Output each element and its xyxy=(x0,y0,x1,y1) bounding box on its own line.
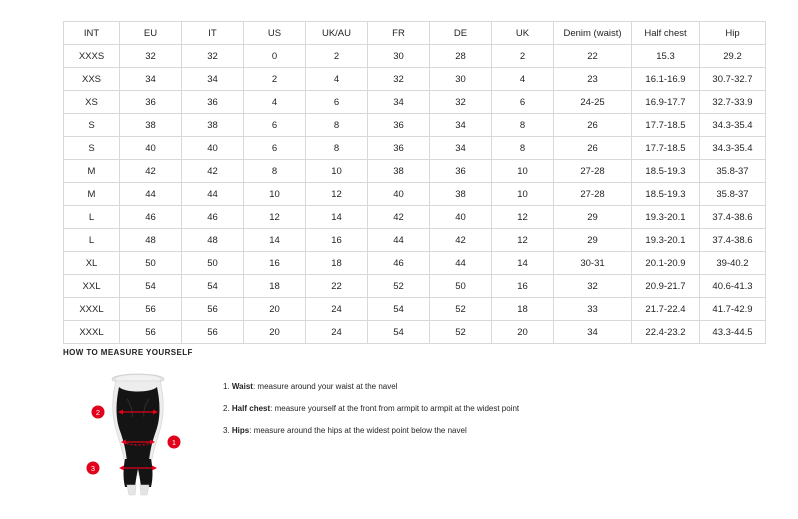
cell-de: 40 xyxy=(430,206,492,229)
cell-half-chest: 19.3-20.1 xyxy=(632,206,700,229)
cell-fr: 44 xyxy=(368,229,430,252)
table-row xyxy=(64,137,766,160)
cell-int: XXS xyxy=(64,68,120,91)
cell-int: XS xyxy=(64,91,120,114)
cell-denim-waist: 26 xyxy=(554,114,632,137)
cell-hip: 34.3-35.4 xyxy=(700,114,766,137)
note-text: : measure yourself at the front from armpit to armpit at the widest point xyxy=(270,404,520,414)
cell-half-chest: 20.9-21.7 xyxy=(632,275,700,298)
cell-fr: 38 xyxy=(368,160,430,183)
cell-de: 28 xyxy=(430,45,492,68)
table-row xyxy=(64,206,766,229)
measure-note-waist xyxy=(223,381,519,392)
cell-uk: 2 xyxy=(492,45,554,68)
cell-half-chest: 21.7-22.4 xyxy=(632,298,700,321)
cell-us: 16 xyxy=(244,252,306,275)
cell-denim-waist: 29 xyxy=(554,206,632,229)
cell-hip: 41.7-42.9 xyxy=(700,298,766,321)
cell-it: 40 xyxy=(182,137,244,160)
column-header-de: DE xyxy=(430,22,492,45)
cell-uk-au: 8 xyxy=(306,137,368,160)
cell-half-chest: 18.5-19.3 xyxy=(632,183,700,206)
cell-eu: 36 xyxy=(120,91,182,114)
table-row xyxy=(64,68,766,91)
cell-us: 4 xyxy=(244,91,306,114)
cell-hip: 30.7-32.7 xyxy=(700,68,766,91)
table-header-row xyxy=(64,22,766,45)
cell-us: 0 xyxy=(244,45,306,68)
cell-fr: 42 xyxy=(368,206,430,229)
note-number: 3. xyxy=(223,426,230,436)
cell-us: 12 xyxy=(244,206,306,229)
cell-uk: 4 xyxy=(492,68,554,91)
cell-us: 18 xyxy=(244,275,306,298)
column-header-int: INT xyxy=(64,22,120,45)
column-header-uk: UK xyxy=(492,22,554,45)
cell-eu: 38 xyxy=(120,114,182,137)
cell-it: 42 xyxy=(182,160,244,183)
cell-hip: 35.8-37 xyxy=(700,160,766,183)
table-row xyxy=(64,229,766,252)
cell-eu: 54 xyxy=(120,275,182,298)
table-row xyxy=(64,183,766,206)
table-row xyxy=(64,45,766,68)
cell-de: 44 xyxy=(430,252,492,275)
cell-it: 34 xyxy=(182,68,244,91)
cell-denim-waist: 32 xyxy=(554,275,632,298)
cell-uk-au: 10 xyxy=(306,160,368,183)
note-term: Waist xyxy=(231,382,253,391)
cell-uk: 14 xyxy=(492,252,554,275)
cell-int: L xyxy=(64,206,120,229)
cell-half-chest: 15.3 xyxy=(632,45,700,68)
cell-uk: 20 xyxy=(492,321,554,344)
measure-note-hips xyxy=(223,425,519,436)
column-header-hip: Hip xyxy=(700,22,766,45)
cell-int: XXXL xyxy=(64,321,120,344)
table-row xyxy=(64,114,766,137)
column-header-denim-waist: Denim (waist) xyxy=(554,22,632,45)
cell-uk-au: 2 xyxy=(306,45,368,68)
cell-us: 6 xyxy=(244,137,306,160)
table-row xyxy=(64,252,766,275)
cell-uk: 12 xyxy=(492,206,554,229)
cell-int: L xyxy=(64,229,120,252)
cell-fr: 52 xyxy=(368,275,430,298)
cell-it: 38 xyxy=(182,114,244,137)
cell-uk-au: 14 xyxy=(306,206,368,229)
cell-hip: 32.7-33.9 xyxy=(700,91,766,114)
cell-denim-waist: 27-28 xyxy=(554,160,632,183)
table-row xyxy=(64,321,766,344)
cell-uk-au: 22 xyxy=(306,275,368,298)
cell-denim-waist: 33 xyxy=(554,298,632,321)
section-title: HOW TO MEASURE YOURSELF xyxy=(63,348,193,357)
cell-half-chest: 19.3-20.1 xyxy=(632,229,700,252)
cell-half-chest: 17.7-18.5 xyxy=(632,114,700,137)
measure-notes xyxy=(223,367,519,448)
cell-eu: 40 xyxy=(120,137,182,160)
cell-uk-au: 6 xyxy=(306,91,368,114)
note-term: Hips xyxy=(231,426,250,436)
cell-us: 20 xyxy=(244,298,306,321)
table-row xyxy=(64,160,766,183)
cell-int: XL xyxy=(64,252,120,275)
column-header-fr: FR xyxy=(368,22,430,45)
cell-half-chest: 16.1-16.9 xyxy=(632,68,700,91)
cell-de: 38 xyxy=(430,183,492,206)
cell-it: 32 xyxy=(182,45,244,68)
cell-eu: 44 xyxy=(120,183,182,206)
cell-fr: 54 xyxy=(368,321,430,344)
cell-denim-waist: 26 xyxy=(554,137,632,160)
cell-us: 2 xyxy=(244,68,306,91)
cell-it: 56 xyxy=(182,321,244,344)
cell-fr: 46 xyxy=(368,252,430,275)
cell-uk-au: 16 xyxy=(306,229,368,252)
cell-de: 50 xyxy=(430,275,492,298)
cell-denim-waist: 23 xyxy=(554,68,632,91)
cell-denim-waist: 24-25 xyxy=(554,91,632,114)
cell-it: 46 xyxy=(182,206,244,229)
cell-fr: 40 xyxy=(368,183,430,206)
cell-eu: 42 xyxy=(120,160,182,183)
note-text: : measure around your waist at the navel xyxy=(252,382,398,391)
note-number: 1. xyxy=(223,382,230,391)
cell-eu: 48 xyxy=(120,229,182,252)
cell-us: 20 xyxy=(244,321,306,344)
cell-hip: 35.8-37 xyxy=(700,183,766,206)
cell-denim-waist: 34 xyxy=(554,321,632,344)
cell-uk: 18 xyxy=(492,298,554,321)
cell-uk-au: 24 xyxy=(306,321,368,344)
cell-int: M xyxy=(64,183,120,206)
cell-denim-waist: 27-28 xyxy=(554,183,632,206)
column-header-it: IT xyxy=(182,22,244,45)
cell-it: 56 xyxy=(182,298,244,321)
cell-it: 48 xyxy=(182,229,244,252)
mannequin-illustration xyxy=(63,367,213,497)
cell-hip: 40.6-41.3 xyxy=(700,275,766,298)
cell-int: M xyxy=(64,160,120,183)
column-header-eu: EU xyxy=(120,22,182,45)
cell-fr: 36 xyxy=(368,137,430,160)
cell-it: 50 xyxy=(182,252,244,275)
table-row xyxy=(64,298,766,321)
cell-eu: 46 xyxy=(120,206,182,229)
cell-de: 34 xyxy=(430,114,492,137)
cell-int: XXXS xyxy=(64,45,120,68)
cell-int: S xyxy=(64,114,120,137)
cell-half-chest: 16.9-17.7 xyxy=(632,91,700,114)
cell-uk: 6 xyxy=(492,91,554,114)
marker-3-label: 3 xyxy=(90,464,96,473)
cell-hip: 29.2 xyxy=(700,45,766,68)
cell-it: 44 xyxy=(182,183,244,206)
cell-de: 36 xyxy=(430,160,492,183)
column-header-half-chest: Half chest xyxy=(632,22,700,45)
measure-note-half-chest xyxy=(223,403,519,414)
cell-eu: 34 xyxy=(120,68,182,91)
size-chart-table xyxy=(63,21,766,344)
cell-de: 30 xyxy=(430,68,492,91)
cell-us: 6 xyxy=(244,114,306,137)
cell-us: 14 xyxy=(244,229,306,252)
cell-eu: 56 xyxy=(120,298,182,321)
cell-half-chest: 22.4-23.2 xyxy=(632,321,700,344)
note-number: 2. xyxy=(223,404,230,414)
cell-de: 34 xyxy=(430,137,492,160)
cell-hip: 43.3-44.5 xyxy=(700,321,766,344)
cell-hip: 37.4-38.6 xyxy=(700,206,766,229)
cell-eu: 56 xyxy=(120,321,182,344)
cell-uk: 8 xyxy=(492,114,554,137)
cell-half-chest: 17.7-18.5 xyxy=(632,137,700,160)
cell-int: XXL xyxy=(64,275,120,298)
cell-de: 42 xyxy=(430,229,492,252)
cell-int: S xyxy=(64,137,120,160)
cell-half-chest: 18.5-19.3 xyxy=(632,160,700,183)
cell-uk-au: 8 xyxy=(306,114,368,137)
cell-uk-au: 12 xyxy=(306,183,368,206)
table-row xyxy=(64,91,766,114)
cell-eu: 32 xyxy=(120,45,182,68)
cell-de: 52 xyxy=(430,321,492,344)
note-text: : measure around the hips at the widest point below the navel xyxy=(249,426,467,436)
note-term: Half chest xyxy=(231,404,271,414)
cell-uk-au: 18 xyxy=(306,252,368,275)
cell-uk-au: 4 xyxy=(306,68,368,91)
cell-eu: 50 xyxy=(120,252,182,275)
cell-hip: 37.4-38.6 xyxy=(700,229,766,252)
cell-fr: 32 xyxy=(368,68,430,91)
column-header-uk-au: UK/AU xyxy=(306,22,368,45)
how-to-measure-section xyxy=(63,348,743,497)
cell-uk: 8 xyxy=(492,137,554,160)
cell-it: 54 xyxy=(182,275,244,298)
cell-denim-waist: 22 xyxy=(554,45,632,68)
cell-it: 36 xyxy=(182,91,244,114)
marker-2-label: 2 xyxy=(95,408,101,417)
cell-fr: 34 xyxy=(368,91,430,114)
cell-uk-au: 24 xyxy=(306,298,368,321)
cell-denim-waist: 29 xyxy=(554,229,632,252)
cell-half-chest: 20.1-20.9 xyxy=(632,252,700,275)
table-row xyxy=(64,275,766,298)
cell-us: 10 xyxy=(244,183,306,206)
cell-de: 52 xyxy=(430,298,492,321)
cell-int: XXXL xyxy=(64,298,120,321)
cell-fr: 36 xyxy=(368,114,430,137)
cell-fr: 30 xyxy=(368,45,430,68)
cell-de: 32 xyxy=(430,91,492,114)
cell-denim-waist: 30-31 xyxy=(554,252,632,275)
cell-uk: 10 xyxy=(492,160,554,183)
mannequin-figure xyxy=(63,367,213,497)
cell-hip: 34.3-35.4 xyxy=(700,137,766,160)
cell-us: 8 xyxy=(244,160,306,183)
cell-uk: 12 xyxy=(492,229,554,252)
cell-hip: 39-40.2 xyxy=(700,252,766,275)
marker-1-label: 1 xyxy=(171,438,177,447)
cell-fr: 54 xyxy=(368,298,430,321)
cell-uk: 16 xyxy=(492,275,554,298)
column-header-us: US xyxy=(244,22,306,45)
cell-uk: 10 xyxy=(492,183,554,206)
